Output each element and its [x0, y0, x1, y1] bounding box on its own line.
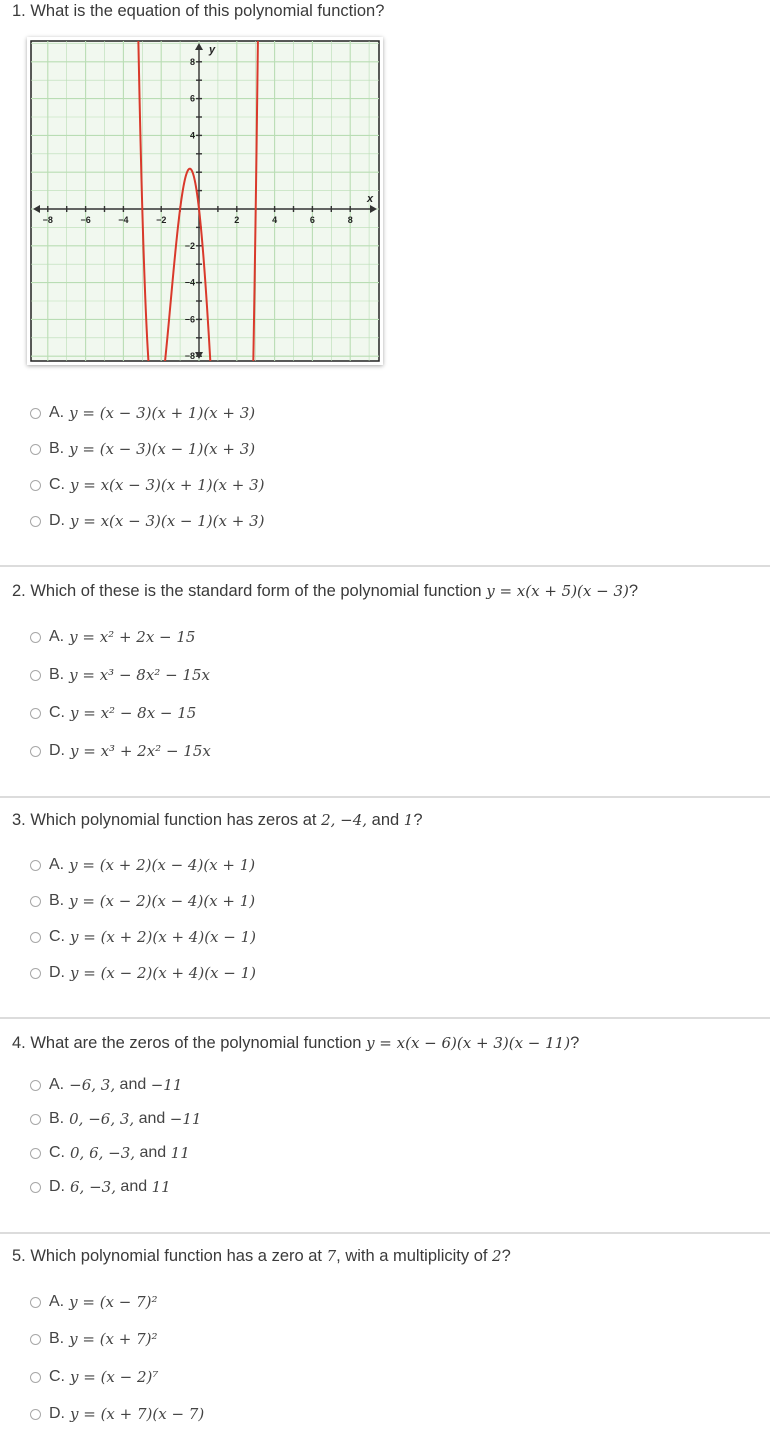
divider — [0, 796, 770, 798]
radio-button[interactable] — [30, 896, 41, 907]
q3-option-a[interactable]: A. y = (x + 2)(x − 4)(x + 1) — [30, 854, 255, 876]
radio-button[interactable] — [30, 1080, 41, 1091]
q5-option-d[interactable]: D. y = (x + 7)(x − 7) — [30, 1403, 204, 1425]
question-1-prompt: 1. What is the equation of this polynomial function? — [12, 2, 385, 20]
q3-option-b[interactable]: B. y = (x − 2)(x − 4)(x + 1) — [30, 890, 255, 912]
q1-option-b[interactable]: B. y = (x − 3)(x − 1)(x + 3) — [30, 438, 255, 460]
q3-option-c[interactable]: C. y = (x + 2)(x + 4)(x − 1) — [30, 926, 256, 948]
x-tick-label: −4 — [118, 215, 129, 225]
q4-option-a[interactable]: A. −6, 3, and −11 — [30, 1074, 182, 1096]
radio-button[interactable] — [30, 1114, 41, 1125]
q5-option-a[interactable]: A. y = (x − 7)² — [30, 1291, 158, 1313]
x-tick-label: −8 — [42, 215, 53, 225]
q1-option-d[interactable]: D. y = x(x − 3)(x − 1)(x + 3) — [30, 510, 264, 532]
graph-svg — [27, 37, 383, 365]
y-tick-label: −8 — [184, 351, 195, 362]
radio-button[interactable] — [30, 1182, 41, 1193]
radio-button[interactable] — [30, 516, 41, 527]
q2-option-a[interactable]: A. y = x² + 2x − 15 — [30, 626, 195, 648]
radio-button[interactable] — [30, 968, 41, 979]
divider — [0, 565, 770, 567]
q4-option-c[interactable]: C. 0, 6, −3, and 11 — [30, 1142, 190, 1164]
radio-button[interactable] — [30, 1334, 41, 1345]
radio-button[interactable] — [30, 670, 41, 681]
y-tick-label: 4 — [189, 130, 195, 141]
x-tick-label: −2 — [156, 215, 167, 225]
question-5-prompt: 5. Which polynomial function has a zero at 7, with a multiplicity of 2? — [12, 1247, 511, 1265]
q1-option-a[interactable]: A. y = (x − 3)(x + 1)(x + 3) — [30, 402, 255, 424]
radio-button[interactable] — [30, 1297, 41, 1308]
question-2-prompt: 2. Which of these is the standard form of the polynomial function y = x(x + 5)(x − 3)? — [12, 582, 639, 600]
q4-option-b[interactable]: B. 0, −6, 3, and −11 — [30, 1108, 201, 1130]
radio-button[interactable] — [30, 444, 41, 455]
radio-button[interactable] — [30, 708, 41, 719]
question-4-prompt: 4. What are the zeros of the polynomial function y = x(x − 6)(x + 3)(x − 11)? — [12, 1034, 580, 1052]
radio-button[interactable] — [30, 932, 41, 943]
y-tick-label: 8 — [189, 56, 195, 67]
divider — [0, 1232, 770, 1234]
y-tick-label: −6 — [184, 314, 195, 325]
x-tick-label: −6 — [80, 215, 91, 225]
q2-option-c[interactable]: C. y = x² − 8x − 15 — [30, 702, 196, 724]
radio-button[interactable] — [30, 746, 41, 757]
y-tick-label: −4 — [184, 277, 195, 288]
radio-button[interactable] — [30, 632, 41, 643]
q2-option-d[interactable]: D. y = x³ + 2x² − 15x — [30, 740, 211, 762]
q4-option-d[interactable]: D. 6, −3, and 11 — [30, 1176, 171, 1198]
q5-option-c[interactable]: C. y = (x − 2)⁷ — [30, 1366, 158, 1388]
radio-button[interactable] — [30, 860, 41, 871]
y-tick-label: 6 — [189, 93, 195, 104]
x-tick-label: 4 — [272, 215, 278, 225]
radio-button[interactable] — [30, 408, 41, 419]
q3-option-d[interactable]: D. y = (x − 2)(x + 4)(x − 1) — [30, 962, 256, 984]
y-axis-label: y — [209, 44, 216, 56]
radio-button[interactable] — [30, 1372, 41, 1383]
radio-button[interactable] — [30, 1409, 41, 1420]
q5-option-b[interactable]: B. y = (x + 7)² — [30, 1328, 158, 1350]
q1-option-c[interactable]: C. y = x(x − 3)(x + 1)(x + 3) — [30, 474, 264, 496]
x-tick-label: 8 — [347, 215, 353, 225]
radio-button[interactable] — [30, 480, 41, 491]
x-tick-label: 2 — [234, 215, 240, 225]
graph-frame — [31, 41, 379, 361]
x-tick-label: 6 — [309, 215, 315, 225]
polynomial-graph — [27, 37, 383, 365]
y-tick-label: −2 — [184, 240, 195, 251]
q2-option-b[interactable]: B. y = x³ − 8x² − 15x — [30, 664, 210, 686]
radio-button[interactable] — [30, 1148, 41, 1159]
x-axis-label: x — [367, 193, 374, 205]
divider — [0, 1017, 770, 1019]
question-3-prompt: 3. Which polynomial function has zeros at 2, −4, and 1? — [12, 811, 423, 829]
